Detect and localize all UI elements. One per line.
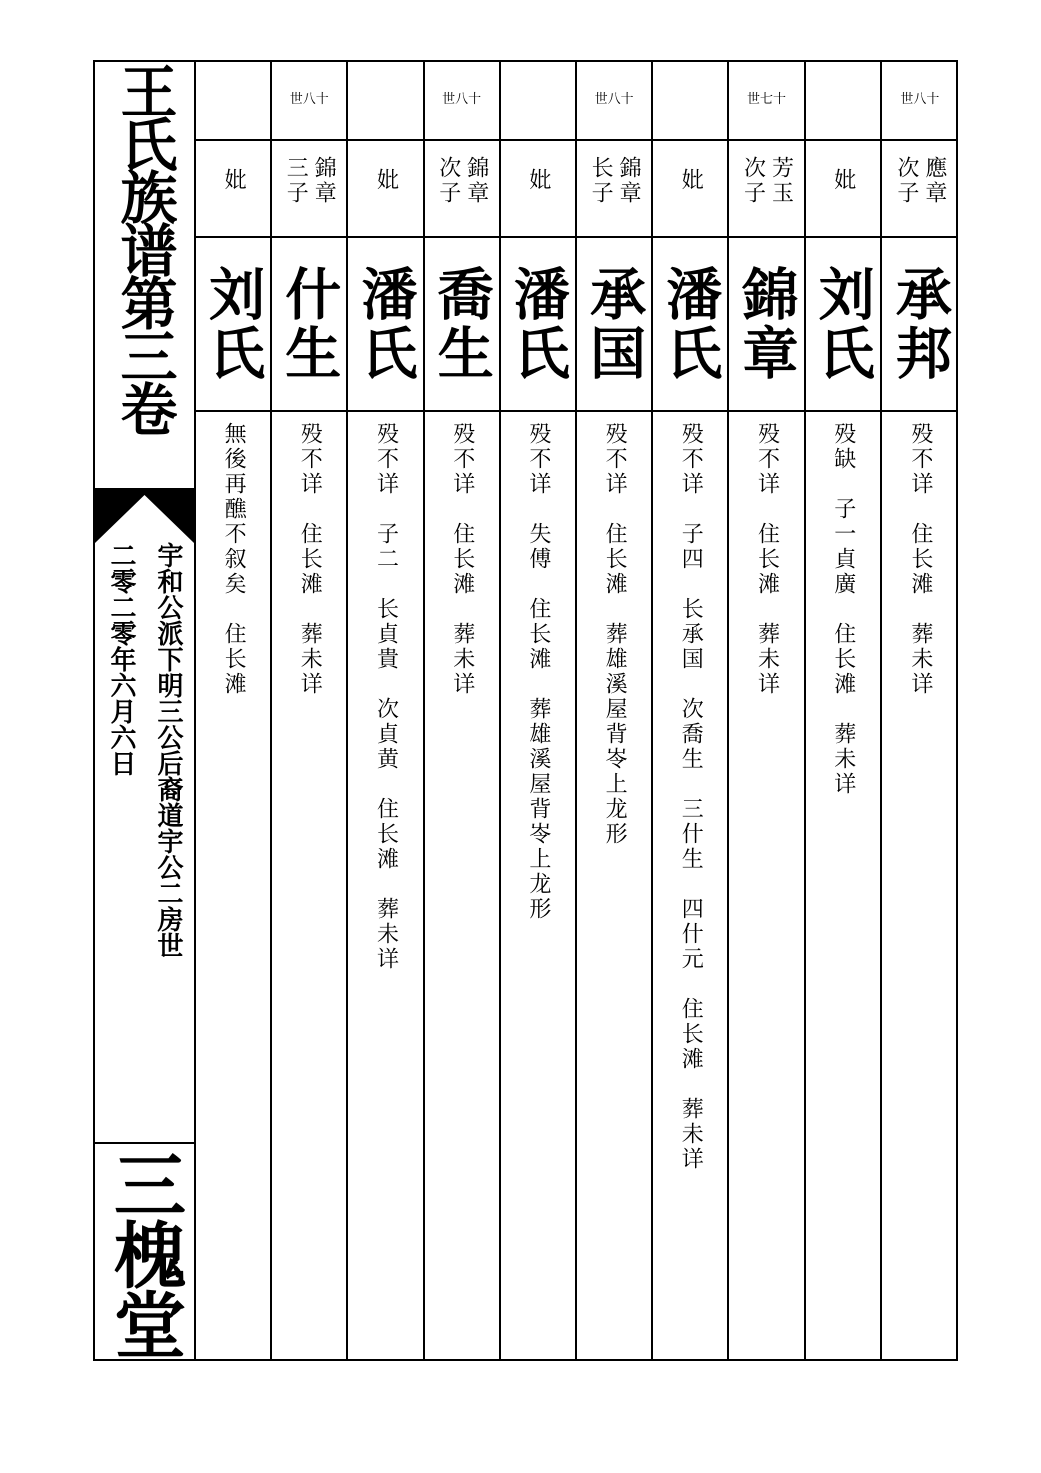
entry-column (272, 62, 348, 1359)
biography-notes (425, 412, 499, 1352)
person-name: 喬生 (428, 265, 495, 383)
biography-notes (348, 412, 422, 1352)
notes-text: 殁不详 住长滩 葬未详 (297, 422, 323, 697)
entry-column (653, 62, 729, 1359)
notes-text: 殁不详 住长滩 葬未详 (449, 422, 475, 697)
notes-text: 殁不详 子四 长承国 次喬生 三什生 四什元 住长滩 葬未详 (678, 422, 704, 1172)
parent-name: 妣 (373, 168, 399, 193)
relation-cell (577, 140, 651, 236)
generation-label: 世八十 (289, 92, 329, 107)
entry-column (348, 62, 424, 1359)
entry-column (729, 62, 805, 1359)
lineage-subtitle: 宇和公派下明三公后裔道宇公二房世 (153, 542, 183, 958)
entry-column (806, 62, 882, 1359)
notes-text: 無後再醮不叙矣 住长滩 (221, 422, 247, 697)
generation-label: 世八十 (594, 92, 634, 107)
notes-text: 殁不详 子二 长貞貴 次貞黄 住长滩 葬未详 (373, 422, 399, 972)
parent-name: 芳玉 (768, 156, 794, 206)
compile-date: 二零二零年六月六日 (106, 542, 136, 776)
parent-name: 妣 (830, 168, 856, 193)
person-name: 刘氏 (200, 265, 267, 383)
relation-cell (272, 140, 346, 236)
biography-notes (653, 412, 727, 1352)
birth-order: 次子 (435, 156, 461, 206)
birth-order: 次子 (893, 156, 919, 206)
notes-text: 殁不详 住长滩 葬雄溪屋背岺上龙形 (602, 422, 628, 847)
relation-cell (425, 140, 499, 236)
relation-cell (501, 140, 575, 236)
relation-cell (196, 140, 270, 236)
generation-label: 世七十 (746, 92, 786, 107)
person-name: 潘氏 (504, 265, 571, 383)
notes-text: 殁不详 失傅 住长滩 葬雄溪屋背岺上龙形 (525, 422, 551, 922)
title-panel (95, 62, 196, 1359)
parent-name: 錦章 (463, 156, 489, 206)
birth-order: 次子 (740, 156, 766, 206)
entry-column (196, 62, 272, 1359)
fishtail-ornament (95, 491, 194, 543)
biography-notes (806, 412, 880, 1352)
generation-label: 世八十 (442, 92, 482, 107)
biography-notes (196, 412, 270, 1352)
person-name: 潘氏 (657, 265, 724, 383)
birth-order: 三子 (283, 156, 309, 206)
parent-name: 妣 (221, 168, 247, 193)
biography-notes (882, 412, 958, 1352)
book-title: 王氏族谱第三卷 (111, 62, 178, 433)
parent-name: 應章 (921, 156, 947, 206)
biography-notes (577, 412, 651, 1352)
birth-order: 长子 (588, 156, 614, 206)
notes-text: 殁不详 住长滩 葬未详 (754, 422, 780, 697)
biography-notes (729, 412, 803, 1352)
hall-name: 三槐堂 (102, 1147, 187, 1358)
relation-cell (348, 140, 422, 236)
parent-name: 妣 (678, 168, 704, 193)
person-name: 錦章 (733, 265, 800, 383)
person-name: 什生 (276, 265, 343, 383)
notes-text: 殁缺 子一貞廣 住长滩 葬未详 (830, 422, 856, 797)
biography-notes (501, 412, 575, 1352)
person-name: 潘氏 (352, 265, 419, 383)
entry-column (501, 62, 577, 1359)
notes-text: 殁不详 住长滩 葬未详 (907, 422, 933, 697)
entry-column (577, 62, 653, 1359)
relation-cell (729, 140, 803, 236)
parent-name: 妣 (525, 168, 551, 193)
parent-name: 錦章 (616, 156, 642, 206)
entries-grid (196, 62, 958, 1359)
biography-notes (272, 412, 346, 1352)
person-name: 承邦 (886, 265, 953, 383)
relation-cell (653, 140, 727, 236)
entry-column (425, 62, 501, 1359)
generation-label: 世八十 (900, 92, 940, 107)
parent-name: 錦章 (311, 156, 337, 206)
relation-cell (882, 140, 958, 236)
person-name: 承国 (581, 265, 648, 383)
relation-cell (806, 140, 880, 236)
entry-column (882, 62, 958, 1359)
genealogy-page (93, 60, 958, 1361)
person-name: 刘氏 (809, 265, 876, 383)
